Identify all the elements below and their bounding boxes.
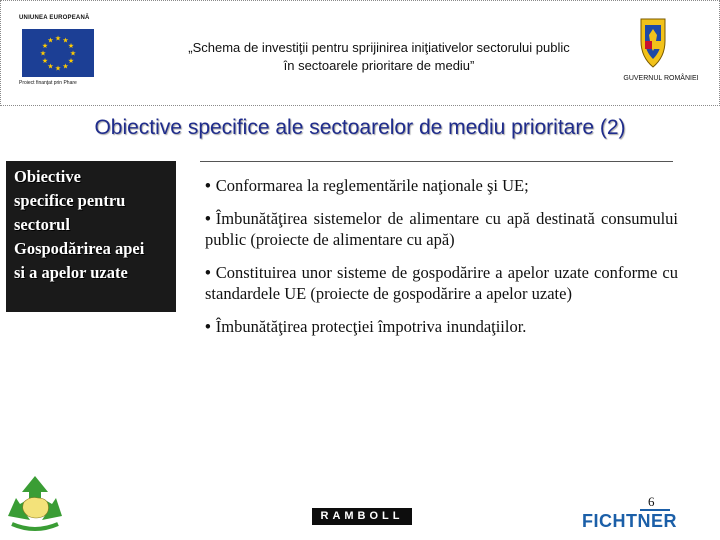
government-label: GUVERNUL ROMÂNIEI: [623, 75, 699, 82]
sector-label-line: si a apelor uzate: [14, 263, 128, 282]
eu-star-icon: ★: [62, 62, 69, 71]
eu-subtitle: Proiect finanţat prin Phare: [19, 80, 77, 86]
divider-line: [200, 161, 673, 162]
objective-item: [205, 316, 678, 337]
eu-star-icon: ★: [67, 42, 75, 50]
sector-label-line: specifice pentru: [14, 191, 126, 210]
fichtner-logo: FICHTNER: [582, 511, 677, 531]
objective-item: [205, 208, 678, 250]
sector-label-line: Obiective: [14, 167, 81, 186]
eu-star-icon: ★: [39, 49, 47, 58]
objective-text: Îmbunătăţirea sistemelor de alimentare cu apă destinată consumului public (proiecte de alimentare cu apă): [205, 209, 678, 249]
eu-star-icon: ★: [47, 36, 54, 45]
objective-text: Conformarea la reglementările naţionale şi UE;: [215, 176, 529, 195]
bullet-icon: •: [205, 176, 211, 195]
objective-item: [205, 175, 678, 196]
eu-star-icon: ★: [54, 64, 62, 73]
coat-of-arms-icon: [633, 17, 673, 69]
eu-flag-icon: [22, 29, 94, 77]
objectives-list: [205, 175, 678, 349]
eu-star-icon: ★: [41, 42, 49, 50]
recycle-romania-icon: [2, 472, 68, 536]
page-number: 6: [648, 494, 655, 509]
slide-title: Obiective specifice ale sectoarelor de mediu prioritare (2): [94, 116, 626, 139]
eu-title: UNIUNEA EUROPEANĂ: [19, 15, 90, 21]
sector-label-box: [6, 161, 176, 312]
objective-item: [205, 262, 678, 304]
eu-star-icon: ★: [47, 62, 54, 71]
objective-text: Constituirea unor sisteme de gospodărire a apelor uzate conforme cu standardele UE (proiecte de gospodărire a apelor uzate): [205, 263, 678, 303]
scheme-title: [141, 39, 617, 75]
header-band: [0, 0, 720, 106]
scheme-title-line1: „Schema de investiţii pentru sprijinirea iniţiativelor sectorului public: [188, 40, 570, 55]
objective-text: Îmbunătăţirea protecţiei împotriva inundaţiilor.: [215, 317, 527, 336]
bullet-icon: •: [205, 209, 211, 228]
scheme-title-line2: în sectoarele prioritare de mediu”: [283, 58, 475, 73]
bullet-icon: •: [205, 263, 211, 282]
bullet-icon: •: [205, 317, 211, 336]
eu-star-icon: ★: [67, 57, 75, 65]
eu-star-icon: ★: [69, 49, 77, 58]
sector-label-line: Gospodărirea apei: [14, 239, 145, 258]
eu-star-icon: ★: [62, 36, 69, 45]
eu-star-icon: ★: [54, 34, 62, 43]
eu-star-icon: ★: [41, 57, 49, 65]
sector-label-line: sectorul: [14, 215, 70, 234]
ramboll-logo: RAMBOLL: [312, 508, 412, 525]
